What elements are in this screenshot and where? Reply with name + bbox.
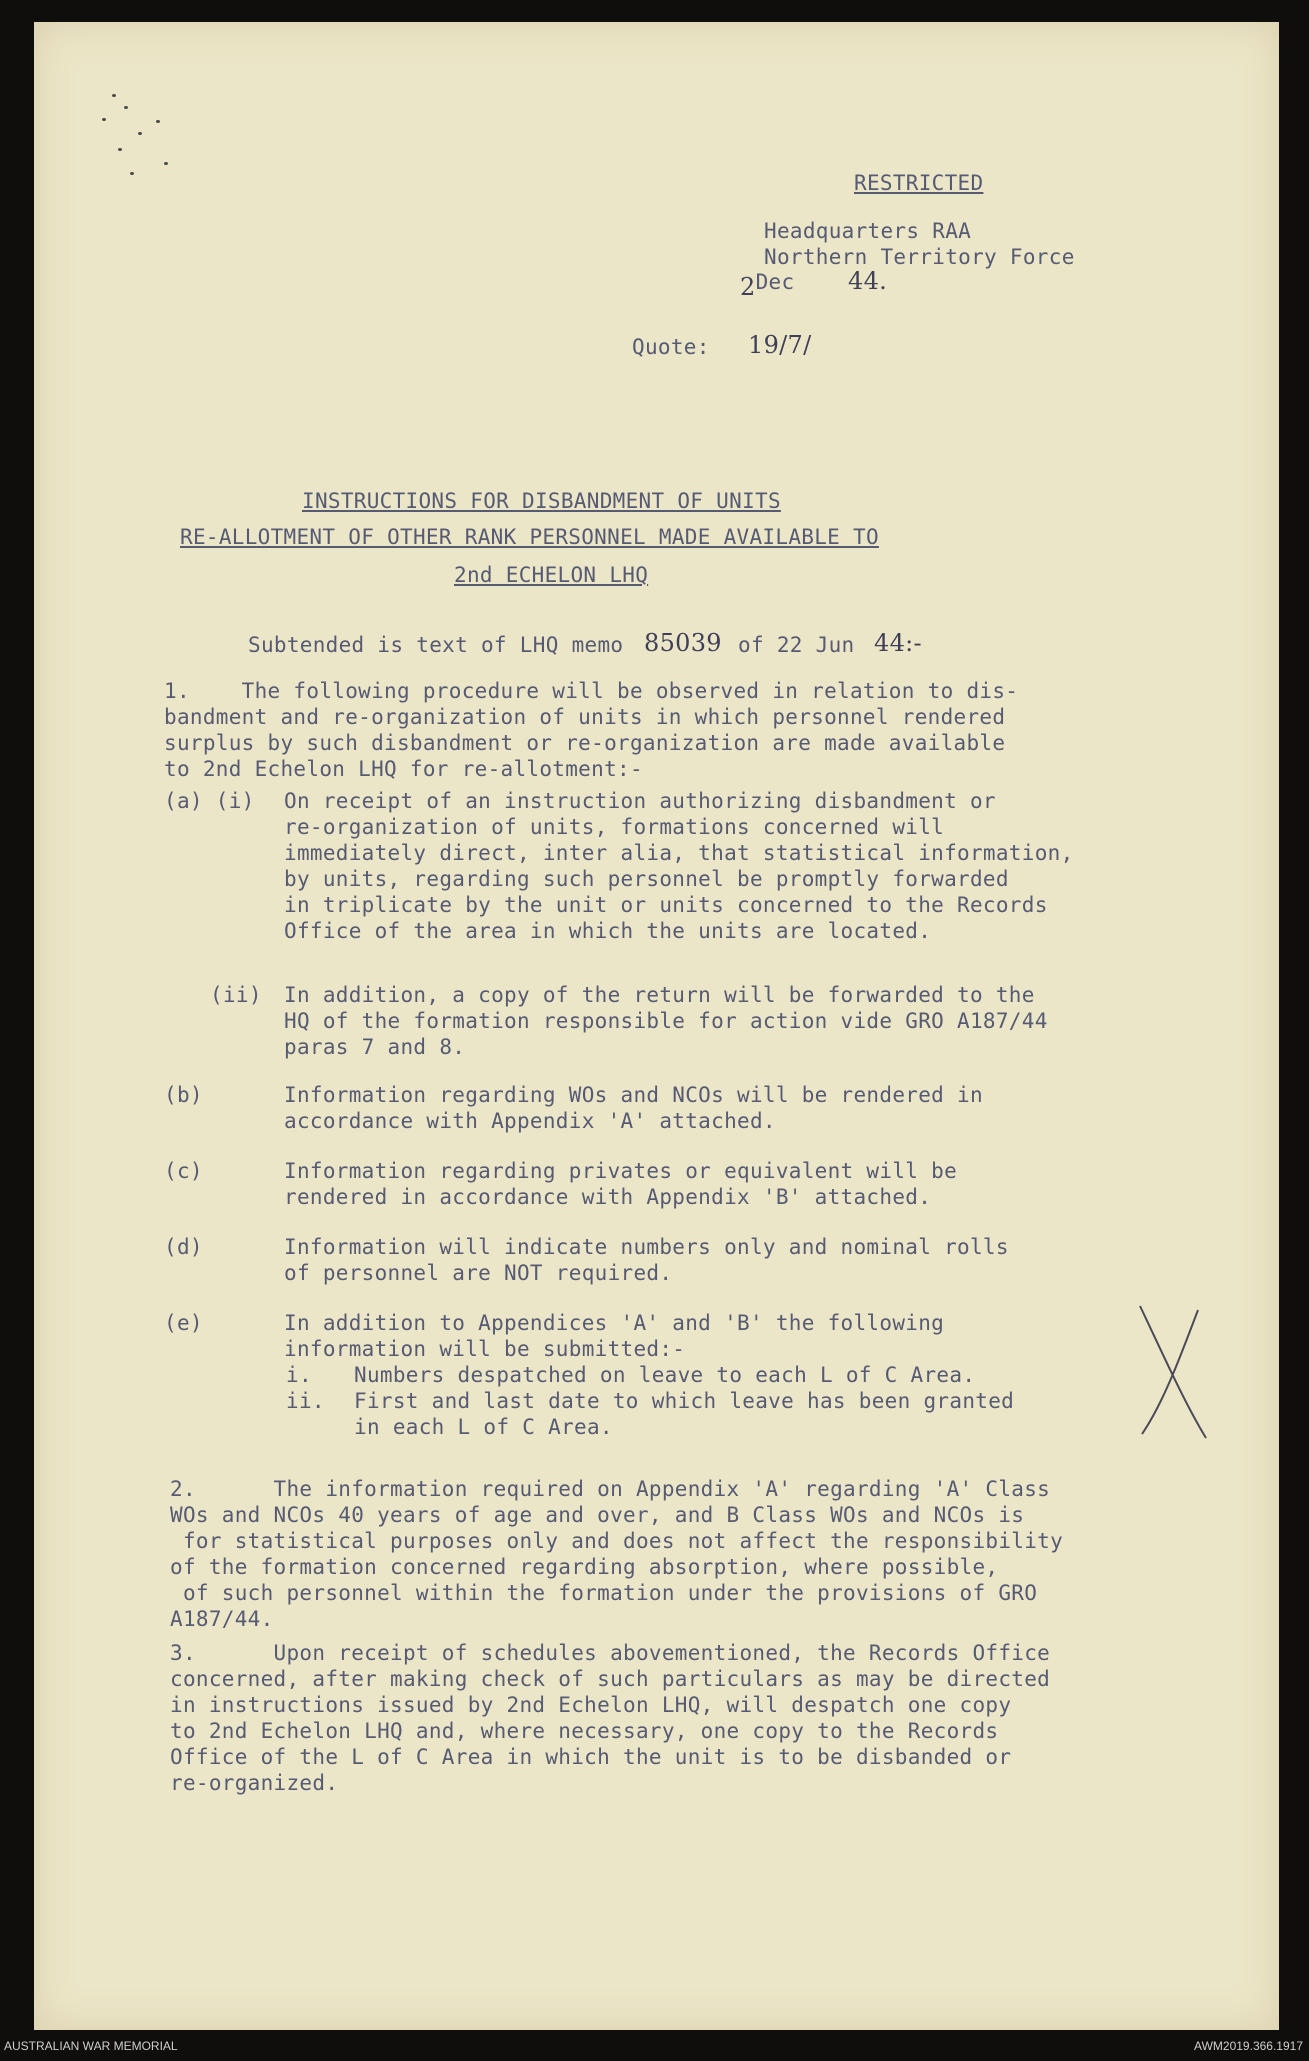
intro-memo-number: 85039 xyxy=(644,629,722,657)
para3-line: Office of the L of C Area in which the unit is to be disbanded or xyxy=(170,1745,1012,1769)
item-d-text xyxy=(284,1234,1009,1286)
para2-line: WOs and NCOs 40 years of age and over, and B Class WOs and NCOs is xyxy=(170,1503,1025,1527)
para2-line: A187/44. xyxy=(170,1607,274,1631)
para2-line: for statistical purposes only and does not affect the responsibility xyxy=(170,1529,1064,1553)
e-sub-ii-number: ii. xyxy=(286,1389,325,1413)
para3-line: concerned, after making check of such particulars as may be directed xyxy=(170,1667,1051,1691)
item-a-ii-label: (ii) xyxy=(210,983,262,1007)
para3-line: re-organized. xyxy=(170,1771,339,1795)
quote-value: 19/7/ xyxy=(748,331,812,359)
item-b-label: (b) xyxy=(164,1083,203,1107)
c-line: rendered in accordance with Appendix 'B' attached. xyxy=(284,1185,932,1209)
para2-line: 2. The information required on Appendix 'A' regarding 'A' Class xyxy=(170,1477,1051,1501)
d-line: Information will indicate numbers only and nominal rolls xyxy=(284,1235,1009,1259)
org-line-2: Northern Territory Force xyxy=(764,245,1075,269)
date-year: 44. xyxy=(848,267,888,295)
para1-line: surplus by such disbandment or re-organization are made available xyxy=(164,731,1006,755)
c-line: Information regarding privates or equivalent will be xyxy=(284,1159,958,1183)
para2-line: of the formation concerned regarding absorption, where possible, xyxy=(170,1555,999,1579)
classification-stamp: RESTRICTED xyxy=(854,171,984,195)
e-line: In addition to Appendices 'A' and 'B' the following xyxy=(284,1311,945,1335)
quote-reference xyxy=(632,331,812,360)
paragraph-1 xyxy=(164,678,1018,782)
title-line-2: RE-ALLOTMENT OF OTHER RANK PERSONNEL MADE AVAILABLE TO xyxy=(180,525,879,549)
para3-line: in instructions issued by 2nd Echelon LHQ, will despatch one copy xyxy=(170,1693,1012,1717)
a-i-line: Office of the area in which the units are located. xyxy=(284,919,932,943)
document-date xyxy=(740,267,888,301)
intro-suffix: of 22 Jun xyxy=(738,633,855,657)
e-sub-i-text: Numbers despatched on leave to each L of C Area. xyxy=(354,1363,976,1387)
paragraph-2 xyxy=(170,1476,1063,1632)
para3-line: 3. Upon receipt of schedules abovementioned, the Records Office xyxy=(170,1641,1051,1665)
intro-year: 44:- xyxy=(874,629,922,657)
item-e-label: (e) xyxy=(164,1311,203,1335)
document-page xyxy=(34,22,1279,2030)
a-ii-line: HQ of the formation responsible for action vide GRO A187/44 xyxy=(284,1009,1048,1033)
footer-accession-number: AWM2019.366.1917 xyxy=(1194,2039,1303,2053)
a-ii-line: paras 7 and 8. xyxy=(284,1035,466,1059)
para1-line: to 2nd Echelon LHQ for re-allotment:- xyxy=(164,757,643,781)
item-e-text xyxy=(284,1310,944,1362)
e-sub-i-number: i. xyxy=(286,1363,312,1387)
a-i-line: by units, regarding such personnel be promptly forwarded xyxy=(284,867,1009,891)
intro-prefix: Subtended is text of LHQ memo xyxy=(248,633,624,657)
a-i-line: in triplicate by the unit or units concerned to the Records xyxy=(284,893,1048,917)
item-b-text xyxy=(284,1082,983,1134)
a-i-line: immediately direct, inter alia, that statistical information, xyxy=(284,841,1074,865)
cross-mark-icon xyxy=(1132,1302,1212,1442)
a-i-line: re-organization of units, formations concerned will xyxy=(284,815,945,839)
item-d-label: (d) xyxy=(164,1235,203,1259)
item-a-i-label: (a) (i) xyxy=(164,789,255,813)
b-line: accordance with Appendix 'A' attached. xyxy=(284,1109,776,1133)
e-line: information will be submitted:- xyxy=(284,1337,686,1361)
item-a-i-text xyxy=(284,788,1074,944)
intro-line xyxy=(248,629,922,658)
item-c-text xyxy=(284,1158,957,1210)
paragraph-3 xyxy=(170,1640,1050,1796)
item-c-label: (c) xyxy=(164,1159,203,1183)
margin-cross-mark xyxy=(1132,1302,1212,1442)
quote-label: Quote: xyxy=(632,335,710,359)
e-sub-ii-text-1: First and last date to which leave has been granted xyxy=(354,1389,1015,1413)
org-line-1: Headquarters RAA xyxy=(764,219,972,243)
title-line-3: 2nd ECHELON LHQ xyxy=(454,563,649,587)
para2-line: of such personnel within the formation under the provisions of GRO xyxy=(170,1581,1038,1605)
archive-footer xyxy=(0,2035,1309,2057)
a-i-line: On receipt of an instruction authorizing disbandment or xyxy=(284,789,996,813)
date-day: 2 xyxy=(740,273,756,301)
b-line: Information regarding WOs and NCOs will be rendered in xyxy=(284,1083,983,1107)
para1-line: 1. The following procedure will be observed in relation to dis- xyxy=(164,679,1019,703)
date-month: Dec xyxy=(755,270,795,294)
e-sub-ii-text-2: in each L of C Area. xyxy=(354,1415,613,1439)
footer-institution: AUSTRALIAN WAR MEMORIAL xyxy=(4,2039,178,2053)
item-a-ii-text xyxy=(284,982,1048,1060)
d-line: of personnel are NOT required. xyxy=(284,1261,673,1285)
title-line-1: INSTRUCTIONS FOR DISBANDMENT OF UNITS xyxy=(302,489,781,513)
para3-line: to 2nd Echelon LHQ and, where necessary, one copy to the Records xyxy=(170,1719,999,1743)
para1-line: bandment and re-organization of units in which personnel rendered xyxy=(164,705,1006,729)
a-ii-line: In addition, a copy of the return will be forwarded to the xyxy=(284,983,1035,1007)
